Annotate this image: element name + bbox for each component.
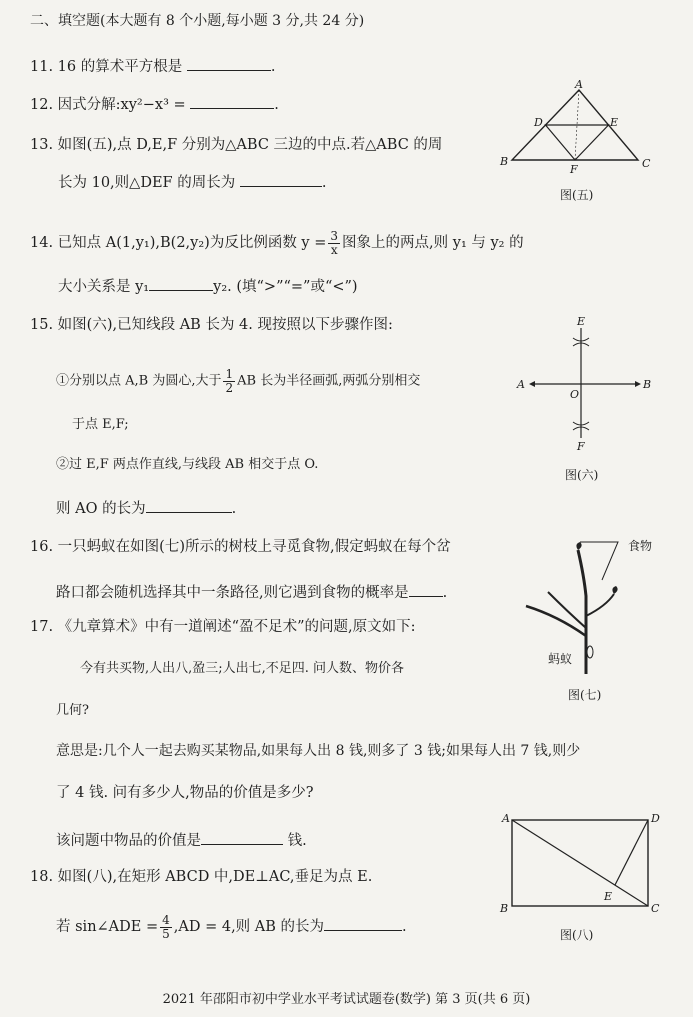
q12-end: . (274, 97, 279, 113)
q17-quote2: 几何? (56, 703, 89, 718)
label-a: A (517, 378, 525, 391)
page-footer: 2021 年邵阳市初中学业水平考试试题卷(数学) 第 3 页(共 6 页) (162, 992, 531, 1007)
figure-5-caption: 图(五) (560, 188, 594, 202)
label-o: O (570, 388, 580, 401)
figure-6-bisector (515, 315, 665, 453)
q18-end: . (402, 919, 407, 936)
label-b: B (643, 378, 652, 391)
branch-right (586, 594, 614, 616)
q11-answer-blank[interactable] (187, 56, 271, 71)
q16-text2: 路口都会随机选择其中一条路径,则它遇到食物的概率是 (56, 585, 409, 601)
figure-8-rectangle (498, 812, 668, 917)
figure-7-tree (518, 536, 678, 676)
q17-ask (56, 830, 307, 849)
label-b: B (500, 155, 509, 168)
q14-text2a: 大小关系是 y₁ (58, 279, 150, 295)
q18-line1 (30, 870, 372, 885)
q17-unit: 钱. (287, 833, 307, 849)
label-e: E (604, 890, 613, 903)
q14-text2b: y₂. (填“>”“=”或“<”) (213, 279, 358, 295)
leaf-right (612, 586, 617, 594)
figure-8-caption: 图(八) (560, 928, 594, 942)
q13-line1 (30, 138, 442, 153)
q18-answer-blank[interactable] (324, 916, 402, 931)
q14-line1 (30, 230, 524, 256)
q17-meaning2: 了 4 钱. 问有多少人,物品的价值是多少? (56, 785, 314, 801)
q18-text2a: 若 sin∠ADE = (56, 919, 159, 936)
q13-end: . (321, 175, 327, 191)
q13-number: 13. (30, 137, 54, 153)
section-title: 二、填空题(本大题有 8 个小题,每小题 3 分,共 24 分) (30, 13, 365, 29)
food-pointer (580, 542, 618, 580)
ant-mark (587, 646, 593, 658)
q15-frac-num: 1 (225, 367, 234, 381)
q17-answer-blank[interactable] (201, 830, 283, 845)
label-food: 食物 (628, 539, 653, 553)
q12-number: 12. (30, 97, 54, 113)
q14-frac-den: x (330, 242, 338, 257)
q14-line2 (58, 276, 358, 295)
q13-line2 (58, 172, 326, 191)
q17-ask-text: 该问题中物品的价值是 (56, 833, 201, 849)
q12-answer-blank[interactable] (190, 94, 274, 109)
figure-5-triangle (500, 80, 660, 180)
q15-frac-den: 2 (225, 380, 234, 395)
q14-number: 14. (30, 235, 54, 252)
q15-ask-text: 则 AO 的长为 (56, 501, 146, 517)
label-a: A (502, 812, 510, 825)
q15-fraction (223, 368, 235, 394)
q15-line1 (30, 318, 393, 333)
q16-answer-blank[interactable] (409, 582, 443, 597)
q18-text1: 如图(八),在矩形 ABCD 中,DE⊥AC,垂足为点 E. (57, 869, 373, 885)
question-12 (30, 94, 279, 113)
label-c: C (651, 902, 660, 915)
label-f: F (577, 440, 585, 453)
q15-ask (56, 498, 236, 517)
q15-number: 15. (30, 317, 54, 333)
q14-frac-num: 3 (330, 229, 339, 243)
q15-step2: ②过 E,F 两点作直线,与线段 AB 相交于点 O. (56, 457, 319, 472)
figure-6-caption: 图(六) (565, 468, 599, 482)
label-f: F (570, 163, 578, 176)
q17-quote1: 今有共买物,人出八,盈三;人出七,不足四. 问人数、物价各 (80, 661, 405, 676)
q13-text1: 如图(五),点 D,E,F 分别为△ABC 三边的中点.若△ABC 的周 (57, 137, 443, 153)
q16-line2 (56, 582, 447, 601)
q15-step1c: 于点 E,F; (72, 417, 129, 432)
q15-end: . (231, 501, 237, 517)
label-ant: 蚂蚁 (548, 652, 573, 666)
q15-step1b: AB 长为半径画弧,两弧分别相交 (237, 373, 421, 389)
q11-text: 16 的算术平方根是 (57, 59, 183, 75)
q18-number: 18. (30, 869, 54, 885)
q13-answer-blank[interactable] (240, 172, 322, 187)
q13-text2: 长为 10,则△DEF 的周长为 (58, 175, 236, 191)
q16-line1 (30, 540, 451, 555)
q15-answer-blank[interactable] (146, 498, 232, 513)
arrow-a (529, 381, 535, 387)
q15-text1: 如图(六),已知线段 AB 长为 4. 现按照以下步骤作图: (57, 317, 393, 333)
q18-text2b: ,AD = 4,则 AB 的长为 (173, 919, 325, 936)
label-d: D (651, 812, 660, 825)
q14-fraction (328, 230, 340, 256)
q16-end: . (442, 585, 448, 601)
q14-text1b: 图象上的两点,则 y₁ 与 y₂ 的 (342, 235, 524, 252)
arrow-b (635, 381, 641, 387)
food-leaf (576, 542, 581, 550)
q17-text1: 《九章算术》中有一道阐述“盈不足术”的问题,原文如下: (57, 619, 416, 635)
segment-de (615, 820, 648, 885)
q17-number: 17. (30, 619, 54, 635)
q11-number: 11. (30, 59, 54, 75)
q12-text: 因式分解:xy²−x³ = (57, 97, 186, 113)
q14-answer-blank[interactable] (149, 276, 213, 291)
diagonal-ac (512, 820, 648, 906)
q17-line1 (30, 620, 416, 635)
label-a: A (575, 78, 583, 91)
label-d: D (534, 116, 543, 129)
q18-fraction (160, 914, 172, 940)
q16-text1: 一只蚂蚁在如图(七)所示的树枝上寻觅食物,假定蚂蚁在每个岔 (57, 539, 451, 555)
label-e: E (577, 315, 586, 328)
q18-frac-den: 5 (162, 926, 170, 941)
q17-meaning1: 意思是:几个人一起去购买某物品,如果每人出 8 钱,则多了 3 钱;如果每人出 7 钱,则少 (56, 743, 581, 759)
label-c: C (642, 157, 651, 170)
q15-step1a: ①分别以点 A,B 为圆心,大于 (56, 373, 222, 389)
q15-step1 (56, 368, 420, 394)
figure-7-caption: 图(七) (568, 688, 602, 702)
label-e: E (610, 116, 619, 129)
label-b: B (500, 902, 509, 915)
q18-frac-num: 4 (162, 913, 170, 927)
q14-text1a: 已知点 A(1,y₁),B(2,y₂)为反比例函数 y = (57, 235, 327, 252)
trunk (578, 550, 586, 674)
q16-number: 16. (30, 539, 54, 555)
q11-end: . (270, 59, 276, 75)
question-11 (30, 56, 275, 75)
q18-line2 (56, 914, 407, 940)
